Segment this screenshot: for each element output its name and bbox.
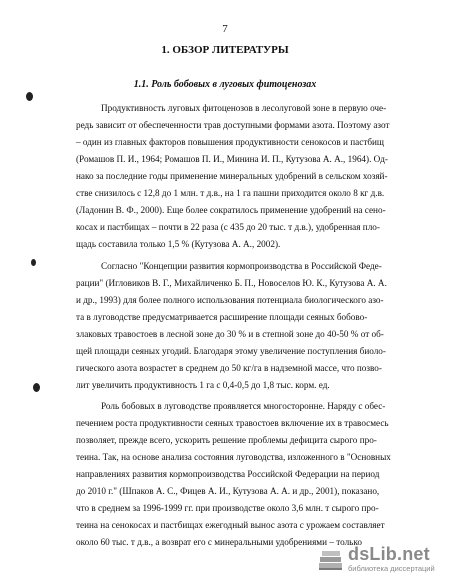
text-line: щадь составила только 1,5 % (Кутузова А. А., 2002). [76, 239, 281, 249]
text-line: печением роста продуктивности сеяных травостоев включение их в травосмесь [76, 418, 389, 428]
book-stack-icon [317, 547, 345, 573]
section-title: 1.1. Роль бобовых в луговых фитоценозах [133, 79, 317, 90]
text-line: до 2010 г." (Шпаков А. С., Фицев А. И., Кутузова А. А. и др., 2001), показано, [76, 486, 380, 496]
text-line: косах и пастбищах – почти в 22 раза (с 435 до 20 тыс. т д.в.), удобренная пло- [76, 222, 380, 232]
text-line: стве снизилось с 12,8 до 1 млн. т д.в., на 1 га пашни приходится около 8 кг д.в. [76, 188, 385, 198]
binding-hole-mark [26, 92, 33, 101]
text-line: Продуктивность луговых фитоценозов в лесолуговой зоне в первую оче- [101, 103, 387, 113]
text-line: около 60 тыс. т д.в., а возврат его с минеральными удобрениями – только [76, 537, 362, 547]
text-line: гического азота возрастет в среднем до 50 кг/га в надземной массе, что позво- [76, 363, 382, 373]
text-line: что в среднем за 1996-1999 гг. при производстве около 3,6 млн. т сырого про- [76, 503, 379, 513]
text-line: рации" (Игловиков В. Г., Михайличенко Б. П., Новоселов Ю. К., Кутузова А. А. [76, 278, 387, 288]
text-line: Согласно "Концепции развития кормопроизводства в Российской Феде- [101, 261, 382, 271]
text-line: редь зависит от обеспеченности трав доступными формами азота. Поэтому азот [76, 120, 390, 130]
text-line: Роль бобовых в луговодстве проявляется многосторонне. Наряду с обес- [101, 401, 386, 411]
binding-hole-mark [33, 383, 40, 392]
page-number: 7 [222, 23, 228, 35]
text-line: направлениях развития кормопроизводства Российской Федерации на период [76, 469, 380, 479]
binding-hole-mark [31, 259, 36, 266]
text-line: позволяет, прежде всего, ускорить решение проблемы дефицита сырого про- [76, 435, 377, 445]
watermark-site: dsLib.net [348, 544, 430, 564]
watermark-subtitle: библиотека диссертаций [348, 564, 435, 573]
text-line: злаковых травостоев в лесной зоне до 30 % и в степной зоне до 40-50 % от об- [76, 329, 384, 339]
text-line: нако за последние годы применение минеральных удобрений в сельском хозяй- [76, 171, 388, 181]
text-line: лит увеличить продуктивность 1 га с 0,4-0,5 до 1,8 тыс. корм. ед. [76, 380, 330, 390]
text-line: щей площади сеяных угодий. Благодаря этому увеличение поступления биоло- [76, 346, 386, 356]
text-line: и др., 1993) для более полного использования потенциала биологического азо- [76, 295, 384, 305]
text-line: (Ромашов П. И., 1964; Ромашов П. И., Минина И. П., Кутузова А. А., 1964). Од- [76, 154, 388, 164]
text-line: теина на сенокосах и пастбищах ежегодный вынос азота с урожаем составляет [76, 520, 385, 530]
text-line: теина. Так, на основе анализа состояния луговодства, изложенного в "Основных [76, 452, 391, 462]
text-line: та в луговодстве предусматривается расширение площади сеяных бобово- [76, 312, 368, 322]
text-line: – один из главных факторов повышения продуктивности сенокосов и пастбищ [76, 137, 384, 147]
chapter-title: 1. ОБЗОР ЛИТЕРАТУРЫ [161, 44, 289, 56]
text-line: (Ладонин В. Ф., 2000). Еще более сократилось применение удобрений на сено- [76, 205, 386, 215]
watermark-logo [317, 544, 445, 576]
